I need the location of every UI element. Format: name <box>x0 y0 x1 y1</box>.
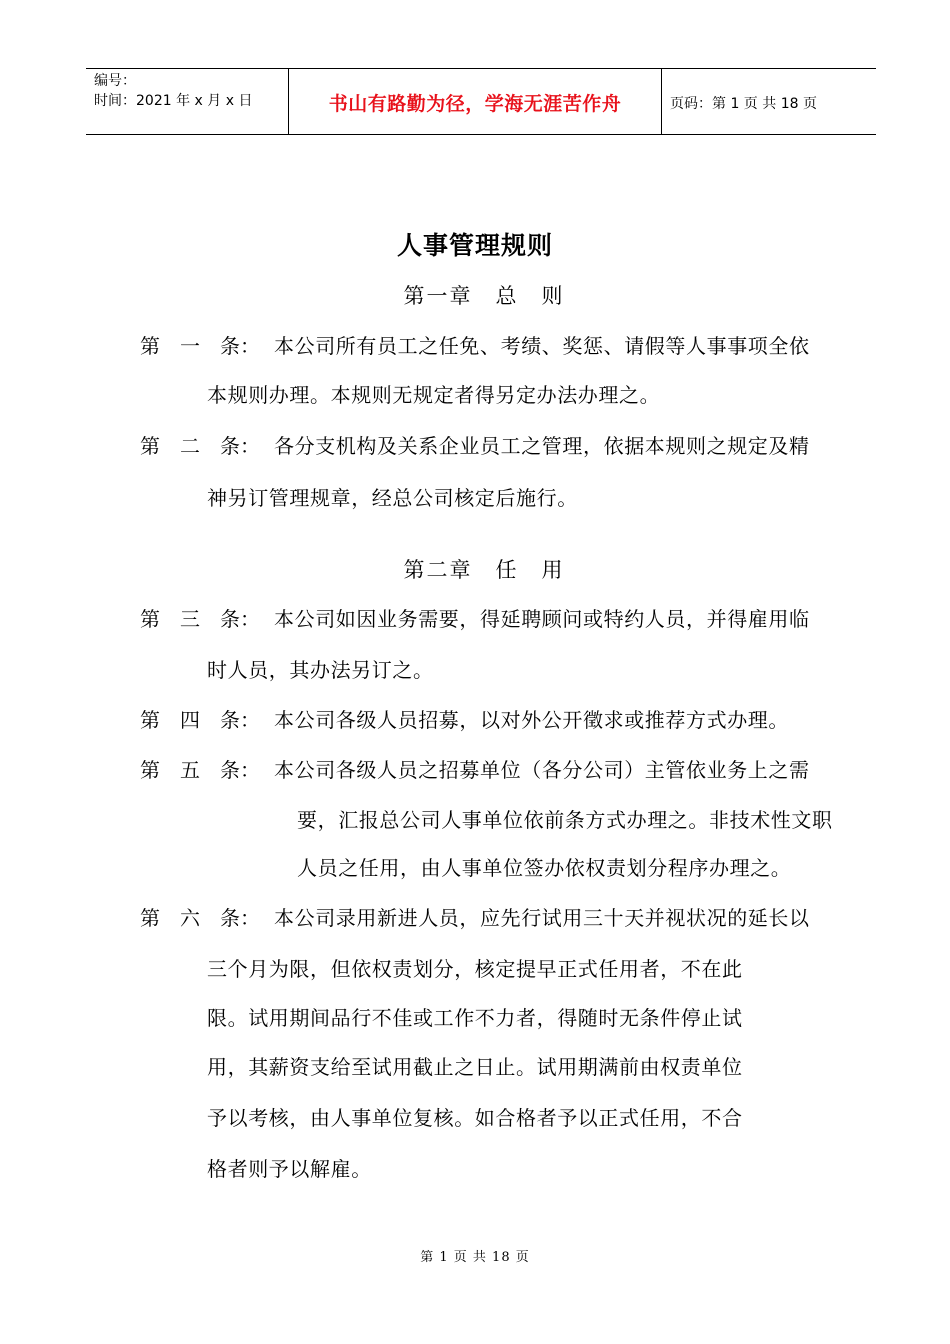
article-text-line: 人员之任用，由人事单位签办依权责划分程序办理之。 <box>297 856 792 880</box>
page-header <box>86 68 876 135</box>
article-text-line: 本规则办理。本规则无规定者得另定办法办理之。 <box>207 383 661 407</box>
article-text-line: 予以考核，由人事单位复核。如合格者予以正式任用，不合 <box>207 1106 743 1130</box>
page-footer: 第 1 页 共 18 页 <box>420 1250 530 1265</box>
article-text-line: 本公司各级人员招募，以对外公开徵求或推荐方式办理。 <box>274 708 789 732</box>
article-label: 第 六 条： <box>140 906 260 930</box>
article-text-line: 时人员，其办法另订之。 <box>207 658 434 682</box>
article-label: 第 五 条： <box>140 758 260 782</box>
article-text-line: 神另订管理规章，经总公司核定后施行。 <box>207 486 578 510</box>
chapter-heading: 第二章 任 用 <box>403 558 565 582</box>
article-text-line: 要，汇报总公司人事单位依前条方式办理之。非技术性文职 <box>297 808 833 832</box>
article-text-line: 本公司录用新进人员，应先行试用三十天并视状况的延长以 <box>274 906 810 930</box>
article-text-line: 三个月为限，但依权责划分，核定提早正式任用者，不在此 <box>207 957 743 981</box>
article-text-line: 限。试用期间品行不佳或工作不力者，得随时无条件停止试 <box>207 1006 743 1030</box>
time-label: 时间：2021 年 x 月 x 日 <box>94 93 253 109</box>
header-meta <box>94 71 252 111</box>
article-text-line: 本公司各级人员之招募单位（各分公司）主管依业务上之需 <box>274 758 810 782</box>
article-text-line: 各分支机构及关系企业员工之管理，依据本规则之规定及精 <box>274 434 810 458</box>
header-motto: 书山有路勤为径，学海无涯苦作舟 <box>328 93 622 115</box>
article-label: 第 四 条： <box>140 708 260 732</box>
article-text-line: 本公司所有员工之任免、考绩、奖惩、请假等人事事项全依 <box>274 334 810 358</box>
document-title: 人事管理规则 <box>396 231 553 260</box>
article-label: 第 二 条： <box>140 434 260 458</box>
chapter-heading: 第一章 总 则 <box>403 284 565 308</box>
article-text-line: 格者则予以解雇。 <box>207 1157 372 1181</box>
article-text-line: 用，其薪资支给至试用截止之日止。试用期满前由权责单位 <box>207 1055 743 1079</box>
header-divider <box>661 69 662 135</box>
article-label: 第 三 条： <box>140 607 260 631</box>
article-label: 第 一 条： <box>140 334 260 358</box>
number-label: 编号： <box>94 73 136 89</box>
article-text-line: 本公司如因业务需要，得延聘顾问或特约人员，并得雇用临 <box>274 607 810 631</box>
page-counter: 页码：第 1 页 共 18 页 <box>670 96 817 112</box>
